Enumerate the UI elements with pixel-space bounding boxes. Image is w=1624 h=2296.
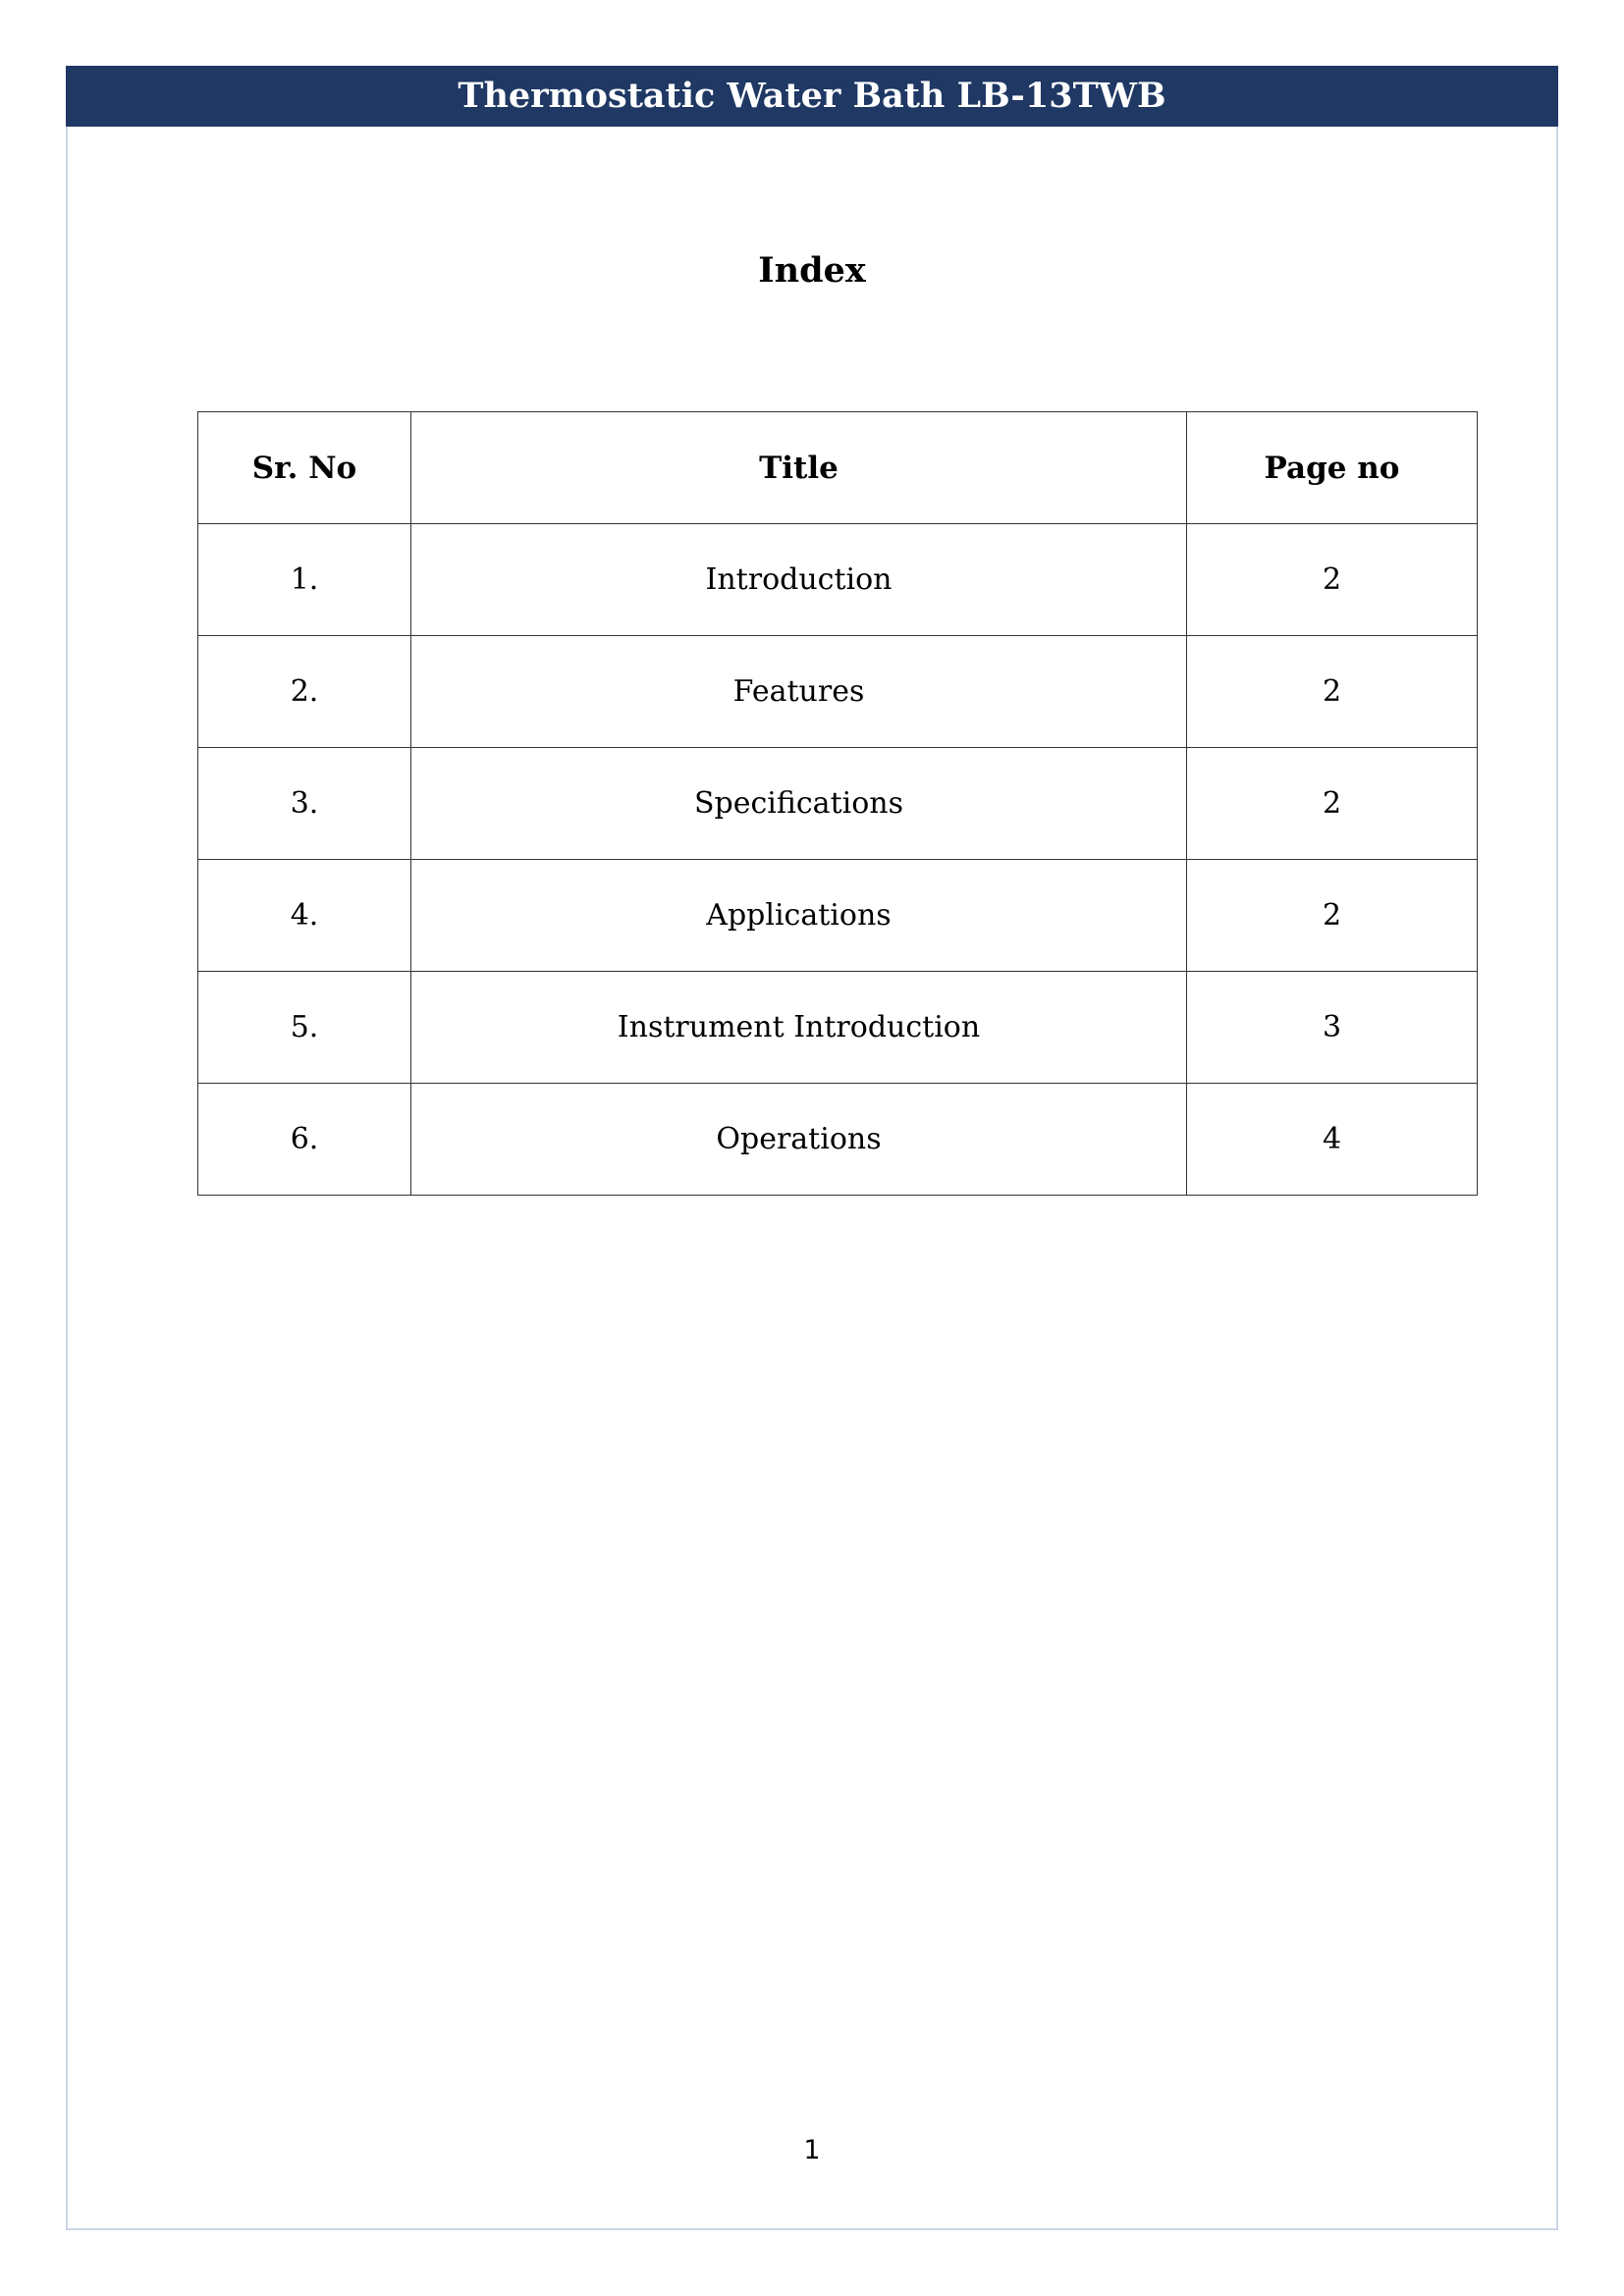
- document-header: [66, 66, 1558, 127]
- cell-sr-no: 1.: [198, 524, 411, 636]
- cell-page-no: 3: [1187, 972, 1478, 1084]
- table-row: [198, 860, 1478, 972]
- cell-sr-no: 2.: [198, 636, 411, 748]
- table-row: [198, 748, 1478, 860]
- document-title: Thermostatic Water Bath LB-13TWB: [458, 76, 1166, 116]
- cell-title: Features: [411, 636, 1187, 748]
- column-header-page-no: Page no: [1187, 412, 1478, 524]
- table-row: [198, 972, 1478, 1084]
- cell-sr-no: 3.: [198, 748, 411, 860]
- cell-title: Operations: [411, 1084, 1187, 1196]
- table-header-row: [198, 412, 1478, 524]
- cell-title: Instrument Introduction: [411, 972, 1187, 1084]
- column-header-sr-no: Sr. No: [198, 412, 411, 524]
- cell-title: Introduction: [411, 524, 1187, 636]
- cell-page-no: 2: [1187, 524, 1478, 636]
- cell-title: Specifications: [411, 748, 1187, 860]
- table-row: [198, 1084, 1478, 1196]
- index-heading: Index: [758, 250, 866, 291]
- cell-sr-no: 5.: [198, 972, 411, 1084]
- cell-title: Applications: [411, 860, 1187, 972]
- table-row: [198, 524, 1478, 636]
- cell-sr-no: 6.: [198, 1084, 411, 1196]
- cell-sr-no: 4.: [198, 860, 411, 972]
- cell-page-no: 4: [1187, 1084, 1478, 1196]
- cell-page-no: 2: [1187, 748, 1478, 860]
- column-header-title: Title: [411, 412, 1187, 524]
- cell-page-no: 2: [1187, 860, 1478, 972]
- index-table: [197, 411, 1478, 1196]
- page-number: 1: [803, 2135, 821, 2165]
- table-row: [198, 636, 1478, 748]
- cell-page-no: 2: [1187, 636, 1478, 748]
